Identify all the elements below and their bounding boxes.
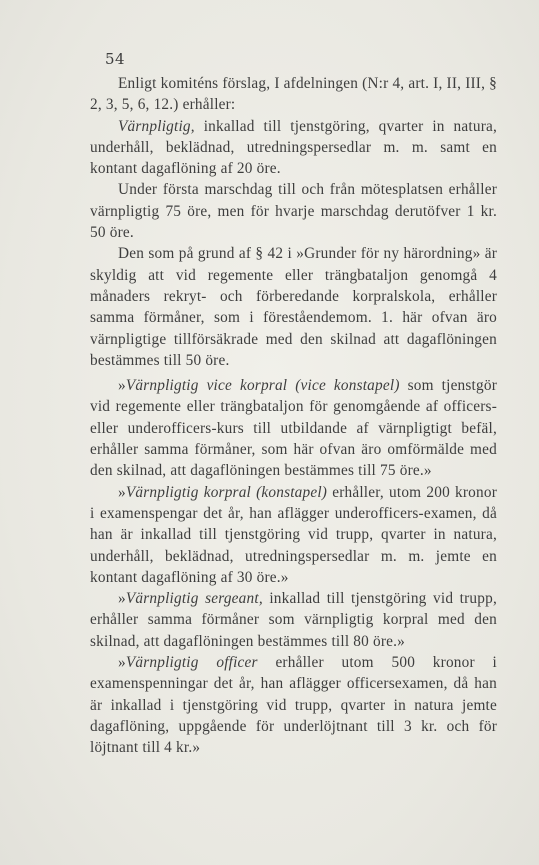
paragraph-officer (90, 652, 497, 758)
quote-open: » (118, 377, 126, 395)
paragraph-sergeant (90, 588, 497, 652)
paragraph-korpralskola (90, 243, 497, 371)
paragraph-varnpligtig (90, 116, 497, 180)
paragraph-vice-korpral (90, 375, 497, 481)
paragraph-intro (90, 73, 497, 116)
paragraph-text: Under första marschdag till och från mötesplatsen erhåller värnpligtig 75 öre, men för hvarje marschdag derutöfver 1 kr. 50 öre. (90, 181, 497, 242)
quote-open: » (118, 590, 126, 608)
paragraph-text: Den som på grund af § 42 i »Grunder för ny härordning» är skyldig att vid regemente eller trängbataljon genomgå 4 månaders rekryt- och förberedande korpralskola, erhåller samma förmåner, som i föreståendemom. 1. här ofvan äro värnpligtige tillförsäkrade med den skilnad att dagaflöningen bestämmes till 50 öre. (90, 245, 497, 369)
paragraph-text: inkallad till tjenstgöring, qvarter in natura, underhåll, beklädnad, utredningspersedlar m. m. samt en kontant dagaflöning af 20 öre. (90, 117, 497, 178)
paragraph-text: erhåller, utom 200 kronor i examenspengar det år, han aflägger underofficers-examen, då han är inkallad till tjenstgöring vid trupp, qvarter in natura, underhåll, beklädnad, utredningspersedlar m. m. jemte en kontant dagaflöning af 30 öre.» (90, 483, 497, 586)
quote-open: » (118, 483, 126, 501)
quote-open: » (118, 654, 126, 672)
paragraph-marschdag (90, 179, 497, 243)
paragraph-lead: Värnpligtig sergeant, (125, 590, 263, 608)
paragraph-korpral (90, 482, 497, 588)
paragraph-text: Enligt komiténs förslag, I afdelningen (N:r 4, art. I, II, III, § 2, 3, 5, 6, 12.) erhåller: (90, 75, 497, 114)
paragraph-lead: Värnpligtig, (118, 117, 195, 135)
paragraph-text: som tjenstgör vid regemente eller trängbataljon för genomgående af officers- eller underofficers-kurs till utbildande af värnpligtigt befäl, erhåller samma förmåner, som här ofvan äro omförmälde med den skilnad, att dagaflöningen bestämmes till 75 öre.» (90, 377, 497, 480)
paragraph-lead: Värnpligtig vice korpral (vice konstapel) (125, 377, 400, 395)
page-number: 54 (105, 50, 126, 68)
paragraph-lead: Värnpligtig officer (125, 654, 258, 672)
paragraph-lead: Värnpligtig korpral (konstapel) (125, 483, 328, 501)
paragraph-text: inkallad till tjenstgöring vid trupp, erhåller samma förmåner som värnpligtig korpral med den skilnad, att dagaflöningen bestämmes till 80 öre.» (90, 590, 497, 650)
body-text (90, 73, 497, 759)
paragraph-text: erhåller utom 500 kronor i examenspenningar det år, han aflägger officersexamen, då han är inkallad i tjenstgöring vid trupp, qvarter in natura jemte dagaflöning, uppgående för underlöjtnant till 3 kr. och för löjtnant till 4 kr.» (90, 654, 497, 757)
